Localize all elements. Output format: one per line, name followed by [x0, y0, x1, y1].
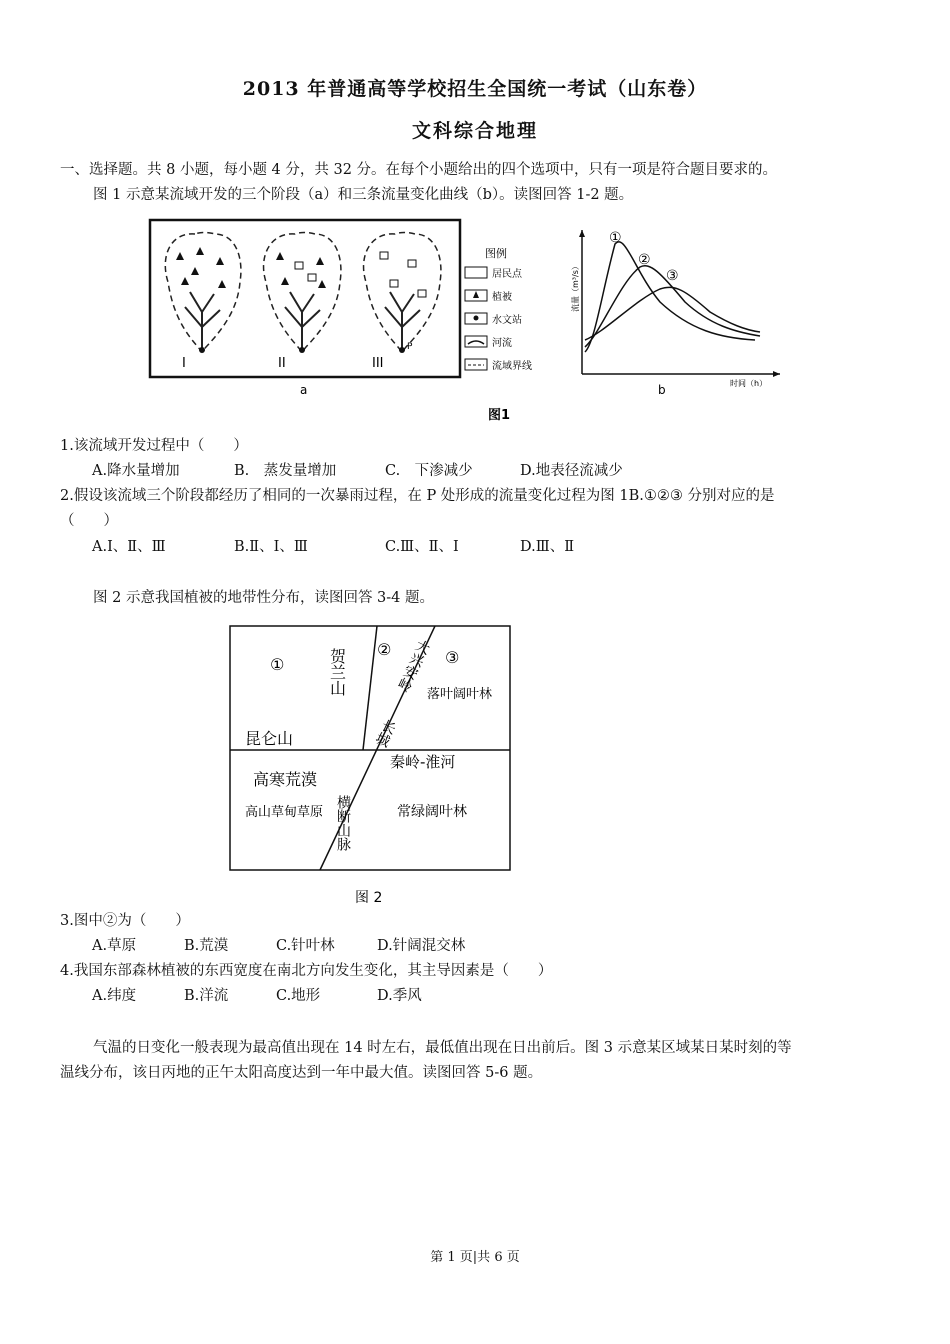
curve-1 — [585, 242, 755, 352]
legend-item-river: 河流 — [492, 338, 512, 349]
curve-label-1: ① — [609, 230, 622, 246]
q4-option-c: C.地形 — [276, 988, 321, 1004]
panel-a-frame — [150, 220, 460, 377]
page-number: 第 1 页|共 6 页 — [430, 1250, 520, 1265]
page-subtitle: 文科综合地理 — [411, 120, 538, 142]
alpine-desert-label: 高寒荒漠 — [253, 770, 318, 789]
region-1-label: ① — [270, 655, 285, 674]
legend-item-vegetation: 植被 — [492, 292, 512, 303]
legend-item-station: 水文站 — [492, 315, 522, 326]
q4-option-b: B.洋流 — [184, 988, 229, 1004]
curve-label-2: ② — [638, 252, 651, 268]
region-3-label: ③ — [445, 648, 460, 667]
q2-option-a: A.Ⅰ、Ⅱ、Ⅲ — [92, 539, 166, 555]
basin-stage-3 — [364, 233, 441, 354]
y-axis-label: 流量（m³/s） — [571, 262, 580, 312]
alpine-meadow-label: 高山草甸草原 — [245, 805, 324, 820]
q2-stem-bracket: （ ） — [60, 513, 118, 529]
figure1-caption: 图1 — [488, 408, 511, 423]
panel-b-chart — [570, 230, 780, 397]
daxinganling-label: 大兴安岭 — [394, 636, 433, 695]
helan-label: 贺兰山 — [327, 648, 347, 696]
region-2-label: ② — [377, 640, 392, 659]
q1-options — [92, 461, 642, 481]
q1-option-b: B. 蒸发量增加 — [234, 463, 337, 479]
q1-option-d: D.地表径流减少 — [520, 463, 623, 479]
legend-title: 图例 — [485, 247, 507, 260]
figure2 — [225, 620, 515, 910]
q3-stem: 3.图中②为（ ） — [60, 913, 190, 929]
legend-settlement-icon — [465, 267, 487, 278]
figure1 — [140, 212, 790, 427]
changcheng-label: 长城 — [371, 716, 399, 749]
figure1-intro: 图 1 示意某流域开发的三个阶段（a）和三条流量变化曲线（b）。读图回答 1-2 题。 — [93, 187, 634, 203]
stage-label-1: I — [182, 356, 186, 371]
page-title: 2013 年普通高等学校招生全国统一考试（山东卷） — [242, 78, 708, 100]
q4-option-a: A.纬度 — [92, 988, 137, 1004]
p-label: P — [407, 342, 413, 352]
qinling-label: 秦岭-淮河 — [390, 753, 456, 771]
figure1-legend — [465, 246, 532, 372]
q2-option-c: C.Ⅲ、Ⅱ、Ⅰ — [385, 539, 459, 555]
panel-a-label: a — [300, 383, 308, 397]
figure2-intro: 图 2 示意我国植被的地带性分布，读图回答 3-4 题。 — [93, 590, 435, 606]
hengduan-label: 横断山脉 — [335, 795, 351, 851]
basin-stage-1 — [165, 233, 241, 354]
figure2-caption: 图 2 — [355, 890, 383, 906]
q1-option-c: C. 下渗减少 — [385, 463, 473, 479]
section-instruction: 一、选择题。共 8 小题，每小题 4 分，共 32 分。在每个小题给出的四个选项中，只有一项是符合题目要求的。 — [60, 162, 778, 178]
q3-option-c: C.针叶林 — [276, 938, 335, 954]
stage-label-3: III — [372, 356, 384, 371]
panel-b-label: b — [658, 383, 666, 397]
q1-stem: 1.该流域开发过程中（ ） — [60, 438, 248, 454]
q4-stem: 4.我国东部森林植被的东西宽度在南北方向发生变化，其主导因素是（ ） — [60, 963, 553, 979]
q2-stem: 2.假设该流域三个阶段都经历了相同的一次暴雨过程，在 P 处形成的流量变化过程为图 1B.①②③ 分别对应的是 — [60, 488, 775, 504]
q4-options — [92, 986, 492, 1006]
q1-option-a: A.降水量增加 — [92, 463, 180, 479]
evergreen-label: 常绿阔叶林 — [397, 804, 467, 820]
kunlun-label: 昆仑山 — [245, 729, 294, 748]
q4-option-d: D.季风 — [377, 988, 422, 1004]
curve-label-3: ③ — [666, 268, 679, 284]
deciduous-label: 落叶阔叶林 — [427, 687, 493, 702]
x-axis-label: 时间（h） — [730, 379, 768, 388]
legend-item-settlement: 居民点 — [492, 269, 522, 280]
q3-option-b: B.荒漠 — [184, 938, 229, 954]
q2-option-d: D.Ⅲ、Ⅱ — [520, 539, 575, 555]
curve-3 — [585, 287, 760, 340]
q2-option-b: B.Ⅱ、Ⅰ、Ⅲ — [234, 539, 308, 555]
legend-item-boundary: 流域界线 — [492, 361, 532, 372]
q2-options — [92, 537, 652, 557]
q3-option-a: A.草原 — [92, 938, 137, 954]
stage-label-2: II — [278, 356, 286, 371]
basin-stage-2 — [264, 233, 341, 354]
fig3-intro-line1: 气温的日变化一般表现为最高值出现在 14 时左右，最低值出现在日出前后。图 3 示意某区域某日某时刻的等 — [93, 1040, 792, 1056]
q3-options — [92, 936, 592, 956]
q3-option-d: D.针阔混交林 — [377, 938, 466, 954]
helan-line — [363, 626, 377, 750]
fig3-intro-line2: 温线分布，该日丙地的正午太阳高度达到一年中最大值。读图回答 5-6 题。 — [60, 1065, 543, 1081]
